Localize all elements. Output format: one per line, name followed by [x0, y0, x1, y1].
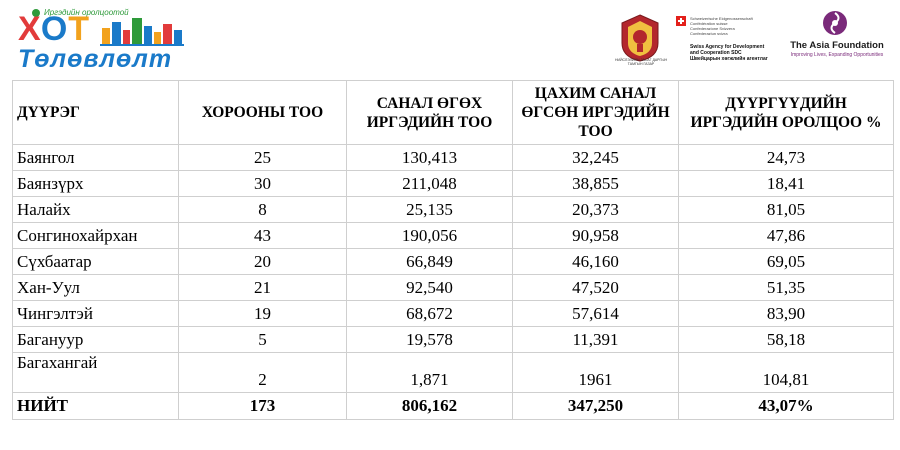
- eligible-voters: 1,871: [347, 353, 513, 393]
- participation-rate: 83,90: [679, 301, 894, 327]
- online-voters: 11,391: [513, 327, 679, 353]
- participation-rate: 24,73: [679, 145, 894, 171]
- eligible-voters: 190,056: [347, 223, 513, 249]
- header-district: ДҮҮРЭГ: [13, 81, 179, 145]
- online-voters: 32,245: [513, 145, 679, 171]
- eligible-voters: 19,578: [347, 327, 513, 353]
- khoroo-count: 19: [179, 301, 347, 327]
- total-online-voters: 347,250: [513, 393, 679, 420]
- khoroo-count: 8: [179, 197, 347, 223]
- khoroo-count: 5: [179, 327, 347, 353]
- online-voters: 47,520: [513, 275, 679, 301]
- online-voters: 90,958: [513, 223, 679, 249]
- eligible-voters: 92,540: [347, 275, 513, 301]
- online-voters: 46,160: [513, 249, 679, 275]
- swiss-confederation-text: Schweizerische Eidgenossenschaft Confédération suisse Confederazione Svizzera Confederaziun svizra: [690, 16, 753, 36]
- eligible-voters: 68,672: [347, 301, 513, 327]
- brand-subtitle: Төлөвлөлт: [18, 45, 173, 73]
- district-name: Багануур: [13, 327, 179, 353]
- table-total-row: [13, 393, 894, 420]
- online-voters: 38,855: [513, 171, 679, 197]
- eligible-voters: 25,135: [347, 197, 513, 223]
- online-voters: 57,614: [513, 301, 679, 327]
- khoroo-count: 2: [179, 353, 347, 393]
- district-name: Чингэлтэй: [13, 301, 179, 327]
- eligible-voters: 211,048: [347, 171, 513, 197]
- table-row: [13, 223, 894, 249]
- participation-table: [12, 80, 894, 420]
- brand-logo: [8, 4, 188, 74]
- online-voters: 20,373: [513, 197, 679, 223]
- district-name: Сүхбаатар: [13, 249, 179, 275]
- header-khoroo-count: ХОРООНЫ ТОО: [179, 81, 347, 145]
- table-row: [13, 275, 894, 301]
- district-name: Баянгол: [13, 145, 179, 171]
- district-name: Багахангай: [13, 353, 179, 393]
- foundation-tagline: Improving Lives, Expanding Opportunities: [790, 52, 884, 58]
- asia-foundation-logo: [788, 10, 886, 66]
- swiss-flag-icon: [676, 16, 686, 26]
- foundation-name: The Asia Foundation: [790, 40, 884, 51]
- participation-rate: 81,05: [679, 197, 894, 223]
- participation-rate: 69,05: [679, 249, 894, 275]
- total-label: НИЙТ: [13, 393, 179, 420]
- district-name: Сонгинохайрхан: [13, 223, 179, 249]
- page-header: [0, 0, 900, 78]
- district-name: Налайх: [13, 197, 179, 223]
- khoroo-count: 20: [179, 249, 347, 275]
- district-name: Хан-Уул: [13, 275, 179, 301]
- total-khoroo-count: 173: [179, 393, 347, 420]
- table-header-row: [13, 81, 894, 145]
- brand-title: ХОТ: [18, 10, 91, 48]
- asia-foundation-mark-icon: [822, 10, 848, 36]
- table-row: [13, 197, 894, 223]
- table-row: [13, 353, 894, 393]
- participation-rate: 58,18: [679, 327, 894, 353]
- participation-rate: 47,86: [679, 223, 894, 249]
- eligible-voters: 66,849: [347, 249, 513, 275]
- district-name: Баянзүрх: [13, 171, 179, 197]
- total-participation-rate: 43,07%: [679, 393, 894, 420]
- khoroo-count: 25: [179, 145, 347, 171]
- table-row: [13, 249, 894, 275]
- emblem-caption: НИЙСЛЭЛИЙН ЗАСАГ ДАРГЫН ТАМГЫН ГАЗАР: [614, 58, 668, 66]
- brand-tagline: Иргэдийн оролцоотой: [44, 8, 129, 17]
- participation-rate: 18,41: [679, 171, 894, 197]
- eligible-voters: 130,413: [347, 145, 513, 171]
- table-row: [13, 145, 894, 171]
- city-skyline-icon: [100, 16, 184, 46]
- swiss-agency-text: Swiss Agency for Development and Cooperation SDC Швейцарын хөгжлийн агентлаг: [690, 44, 768, 62]
- participation-rate: 51,35: [679, 275, 894, 301]
- header-eligible-voters: САНАЛ ӨГӨХ ИРГЭДИЙН ТОО: [347, 81, 513, 145]
- table-row: [13, 171, 894, 197]
- khoroo-count: 43: [179, 223, 347, 249]
- khoroo-count: 30: [179, 171, 347, 197]
- khoroo-count: 21: [179, 275, 347, 301]
- table-row: [13, 301, 894, 327]
- online-voters: 1961: [513, 353, 679, 393]
- table-row: [13, 327, 894, 353]
- partner-logos: [614, 8, 886, 70]
- header-online-voters: ЦАХИМ САНАЛ ӨГСӨН ИРГЭДИЙН ТОО: [513, 81, 679, 145]
- participation-rate: 104,81: [679, 353, 894, 393]
- total-eligible-voters: 806,162: [347, 393, 513, 420]
- swiss-sdc-logo: [676, 16, 776, 68]
- header-participation-rate: ДҮҮРГҮҮДИЙН ИРГЭДИЙН ОРОЛЦОО %: [679, 81, 894, 145]
